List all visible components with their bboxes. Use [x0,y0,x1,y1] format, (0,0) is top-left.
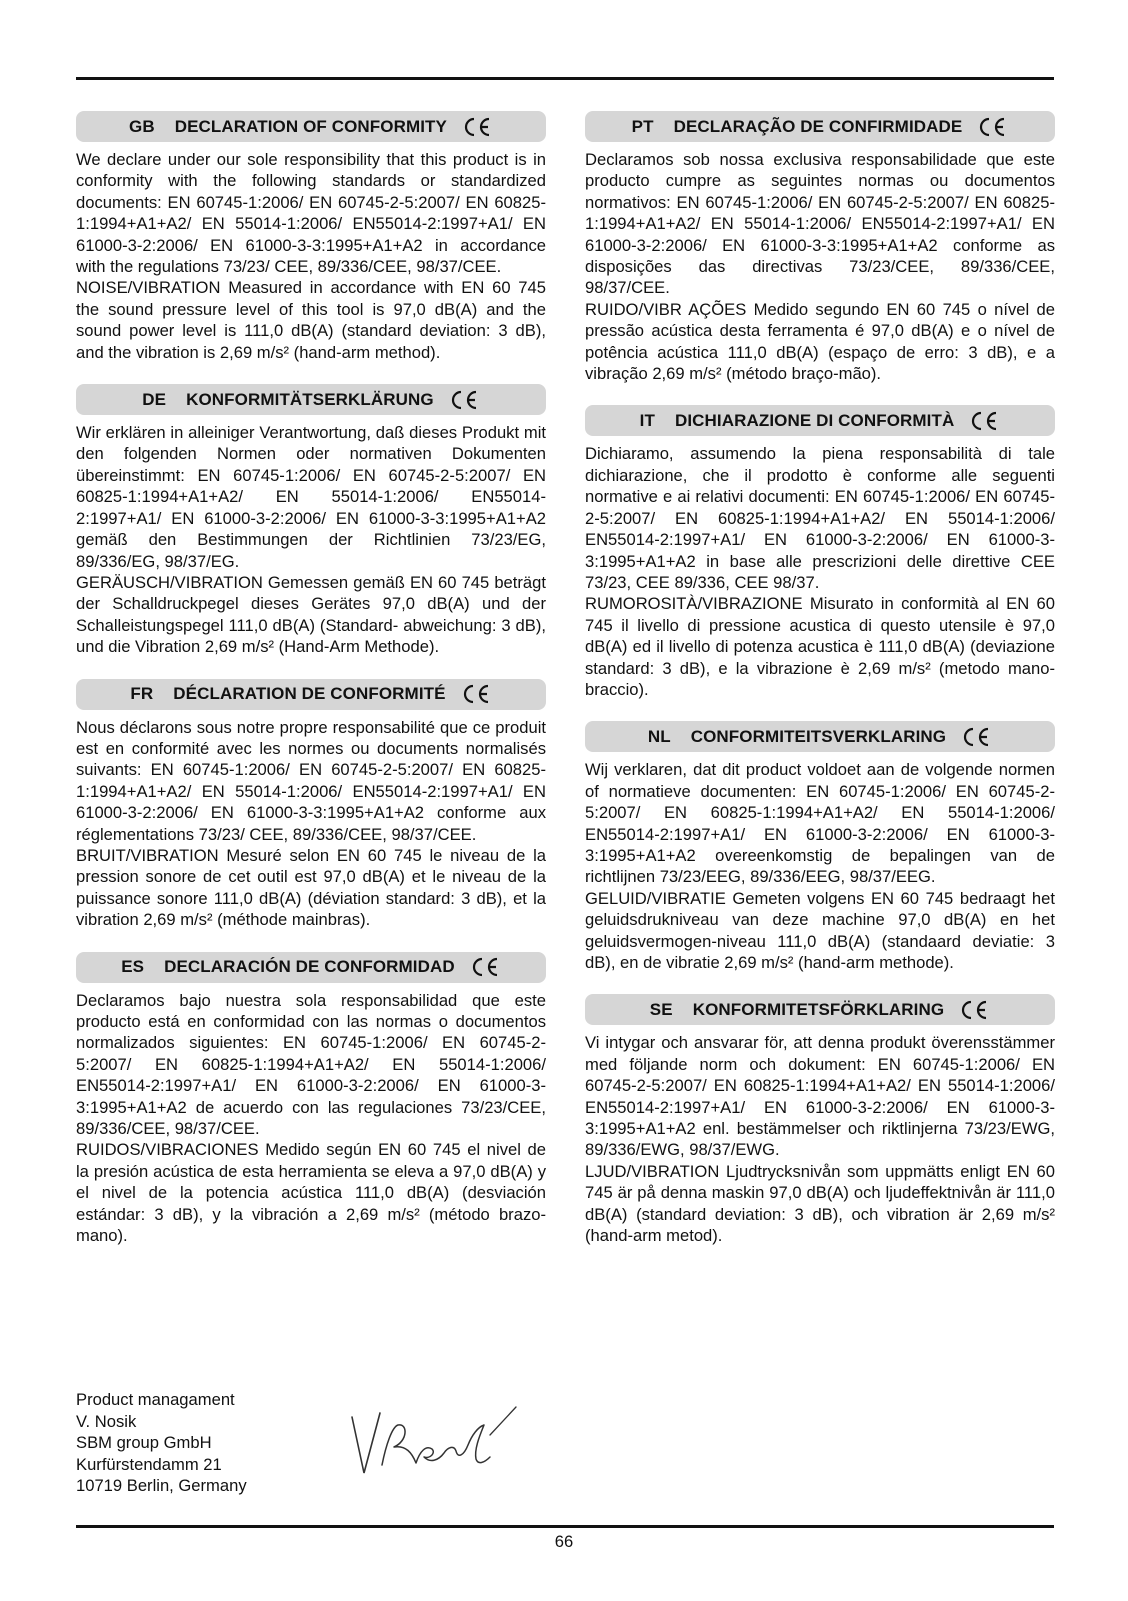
section-header [585,405,1055,436]
language-code: NL [647,726,671,746]
noise-vibration-paragraph: NOISE/VIBRATION Measured in accordance with EN 60 745 the sound pressure level of this tool is 97,0 dB(A) and the sound power level is 111,0 dB(A) (standard deviation: 3 dB), and the vibration is 2,69 m/s² (hand-arm method). [76,278,546,362]
section-es [76,952,546,1247]
section-header [585,721,1055,752]
top-rule [76,77,1054,80]
section-body [585,1032,1055,1246]
section-title: DECLARAÇÃO DE CONFIRMIDADE [673,116,963,136]
declaration-paragraph: Dichiaramo, assumendo la piena responsabilità di tale dichiarazione, che il prodotto è conforme alle seguenti normative e ai relativi documenti: EN 60745-1:2006/ EN 60745-2-5:2007/ EN 60825-1:1994+A1+A2/ EN 55014-1:2006/ EN55014-2:1997+A1/ EN 61000-3-2:2006/ EN 61000-3-3:1995+A1+A2 in base alle prescrizioni delle direttive CEE 73/23, CEE 89/336, CEE 98/37. [585,444,1055,592]
section-header [585,111,1055,142]
signatory-name: V. Nosik [76,1411,137,1431]
declaration-paragraph: Declaramos sob nossa exclusiva responsabilidade que este producto cumpre as seguintes normas ou documentos normativos: EN 60745-1:2006/ EN 60745-2-5:2007/ EN 60825-1:1994+A1+A2/ EN 55014-1:2006/ EN55014-2:1997+A1/ EN 61000-3-2:2006/ EN 61000-3-3:1995+A1+A2 conforme as disposições das directivas 73/23/CEE, 89/336/CEE, 98/37/CEE. [585,150,1055,298]
noise-vibration-paragraph: BRUIT/VIBRATION Mesuré selon EN 60 745 le niveau de la pression sonore de cet outil est 97,0 dB(A) et le niveau de la puissance sonore 111,0 dB(A) (déviation standard: 3 dB), et la vibration 2,69 m/s² (méthode mainbras). [76,845,546,930]
section-nl [585,721,1055,973]
company-name: SBM group GmbH [76,1433,212,1453]
section-body [585,149,1055,384]
section-title: DÉCLARATION DE CONFORMITÉ [173,684,446,704]
section-title: CONFORMITEITSVERKLARING [690,726,947,746]
section-gb [76,111,546,363]
ce-mark-icon [463,116,493,138]
section-de [76,384,546,657]
section-fr [76,679,546,931]
city-address: 10719 Berlin, Germany [76,1476,247,1496]
section-header [76,384,546,415]
declaration-paragraph: We declare under our sole responsibility that this product is in conformity with the following standards or standardized documents: EN 60745-1:2006/ EN 60745-2-5:2007/ EN 60825-1:1994+A1+A2/ EN 55014-1:2006/ EN55014-2:1997+A1/ EN 61000-3-2:2006/ EN 61000-3-3:1995+A1+A2 in accordance with the regulations 73/23/ CEE, 89/336/CEE, 98/37/CEE. [76,150,546,277]
street-address: Kurfürstendamm 21 [76,1454,222,1474]
section-header [585,994,1055,1025]
signatory-role: Product managament [76,1390,235,1409]
section-header [76,111,546,142]
declaration-paragraph: Wir erklären in alleiniger Verantwortung, daß dieses Produkt mit den folgenden Normen oder normativen Dokumenten übereinstimmt: EN 60745-1:2006/ EN 60745-2-5:2007/ EN 60825-1:1994+A1+A2/ EN 55014-1:2006/ EN55014-2:1997+A1/ EN 61000-3-2:2006/ EN 61000-3-3:1995+A1+A2 gemäß den Bestimmungen der Richtlinien 73/23/EG, 89/336/EG, 98/37/EG. [76,423,546,571]
section-title: DECLARATION OF CONFORMITY [174,116,447,136]
bottom-rule [76,1525,1054,1528]
left-column [76,111,546,1267]
language-code: SE [649,999,673,1019]
language-code: IT [639,410,655,430]
language-code: GB [129,116,155,136]
section-pt [585,111,1055,384]
ce-mark-icon [978,116,1008,138]
right-column [585,111,1055,1267]
handwritten-signature [350,1405,520,1490]
ce-mark-icon [970,410,1000,432]
section-it [585,405,1055,700]
language-code: PT [631,116,654,136]
noise-vibration-paragraph: LJUD/VIBRATION Ljudtrycksnivån som uppmätts enligt EN 60 745 är på denna maskin 97,0 dB(A) och ljudeffektnivån är 111,0 dB(A) (standard deviation: 3 dB), och vibration är 2,69 m/s² (hand-arm metod). [585,1161,1055,1246]
section-title: DICHIARAZIONE DI CONFORMITÀ [674,410,955,430]
language-code: DE [142,389,167,409]
declaration-paragraph: Vi intygar och ansvarar för, att denna produkt överensstämmer med följande norm och dokument: EN 60745-1:2006/ EN 60745-2-5:2007/ EN 60825-1:1994+A1+A2/ EN 55014-1:2006/ EN55014-2:1997+A1/ EN 61000-3-2:2006/ EN 61000-3-3:1995+A1+A2 enl. bestämmelser och riktlinjerna 73/23/EWG, 89/336/EWG, 98/37/EWG. [585,1033,1055,1160]
section-body [585,443,1055,700]
language-code: FR [130,684,154,704]
ce-mark-icon [962,726,992,748]
section-header [76,952,546,983]
section-body [76,149,546,363]
section-body [585,759,1055,973]
declaration-paragraph: Nous déclarons sous notre propre responsabilité que ce produit est en conformité avec les normes ou documents normalisés suivants: EN 60745-1:2006/ EN 60745-2-5:2007/ EN 60825-1:1994+A1+A2/ EN 55014-1:2006/ EN55014-2:1997+A1/ EN 61000-3-2:2006/ EN 61000-3-3:1995+A1+A2 conforme aux réglementations 73/23/ CEE, 89/336/CEE, 98/37/CEE. [76,717,546,844]
ce-mark-icon [462,683,492,705]
page-number: 66 [554,1532,574,1551]
section-body [76,717,546,931]
ce-mark-icon [450,389,480,411]
noise-vibration-paragraph: RUMOROSITÀ/VIBRAZIONE Misurato in conformità al EN 60 745 il livello di pressione acustica di questo utensile è 97,0 dB(A) ed il livello di potenza acustica è 111,0 dB(A) (deviazione standard: 3 dB), e la vibrazione è 2,69 m/s² (metodo mano-braccio). [585,594,1055,699]
noise-vibration-paragraph: RUIDO/VIBR AÇÕES Medido segundo EN 60 745 o nível de pressão acústica desta ferramenta é 97,0 dB(A) e o nível de potência acústica 111,0 dB(A) (espaço de erro: 3 dB), e a vibração 2,69 m/s² (método braço-mão). [585,299,1055,384]
section-body [76,990,546,1247]
ce-mark-icon [471,956,501,978]
signatory-block [76,1389,247,1497]
noise-vibration-paragraph: RUIDOS/VIBRACIONES Medido según EN 60 745 el nivel de la presión acústica de esta herramienta se eleva a 97,0 dB(A) y el nivel de la potencia acústica 111,0 dB(A) (desviación estándar: 3 dB), y la vibración a 2,69 m/s² (método brazo-mano). [76,1140,546,1246]
declaration-paragraph: Wij verklaren, dat dit product voldoet aan de volgende normen of normatieve documenten: EN 60745-1:2006/ EN 60745-2-5:2007/ EN 60825-1:1994+A1+A2/ EN 55014-1:2006/ EN55014-2:1997+A1/ EN 61000-3-2:2006/ EN 61000-3-3:1995+A1+A2 overeenkomstig de bepalingen van de richtlijnen 73/23/EEG, 89/336/EEG, 98/37/EEG. [585,760,1055,887]
ce-mark-icon [960,999,990,1021]
section-title: KONFORMITÄTSERKLÄRUNG [186,389,434,409]
section-header [76,679,546,710]
section-title: KONFORMITETSFÖRKLARING [692,999,945,1019]
section-body [76,422,546,657]
noise-vibration-paragraph: GERÄUSCH/VIBRATION Gemessen gemäß EN 60 745 beträgt der Schalldruckpegel dieses Gerätes 97,0 dB(A) und der Schalleistungspegel 111,0 dB(A) (Standard- abweichung: 3 dB), und die Vibration 2,69 m/s² (Hand-Arm Methode). [76,572,546,657]
declaration-paragraph: Declaramos bajo nuestra sola responsabilidad que este producto está en conformidad con las normas o documentos normalizados siguientes: EN 60745-1:2006/ EN 60745-2-5:2007/ EN 60825-1:1994+A1+A2/ EN 55014-1:2006/ EN55014-2:1997+A1/ EN 61000-3-2:2006/ EN 61000-3-3:1995+A1+A2 de acuerdo con las regulaciones 73/23/CEE, 89/336/CEE, 98/37/CEE. [76,990,546,1139]
language-code: ES [121,957,145,977]
section-se [585,994,1055,1246]
noise-vibration-paragraph: GELUID/VIBRATIE Gemeten volgens EN 60 745 bedraagt het geluidsdrukniveau van deze machine 97,0 dB(A) en het geluidsvermogen-niveau 111,0 dB(A) (standaard deviatie: 3 dB), en de vibratie 2,69 m/s² (hand-arm methode). [585,888,1055,972]
section-title: DECLARACIÓN DE CONFORMIDAD [164,957,455,977]
